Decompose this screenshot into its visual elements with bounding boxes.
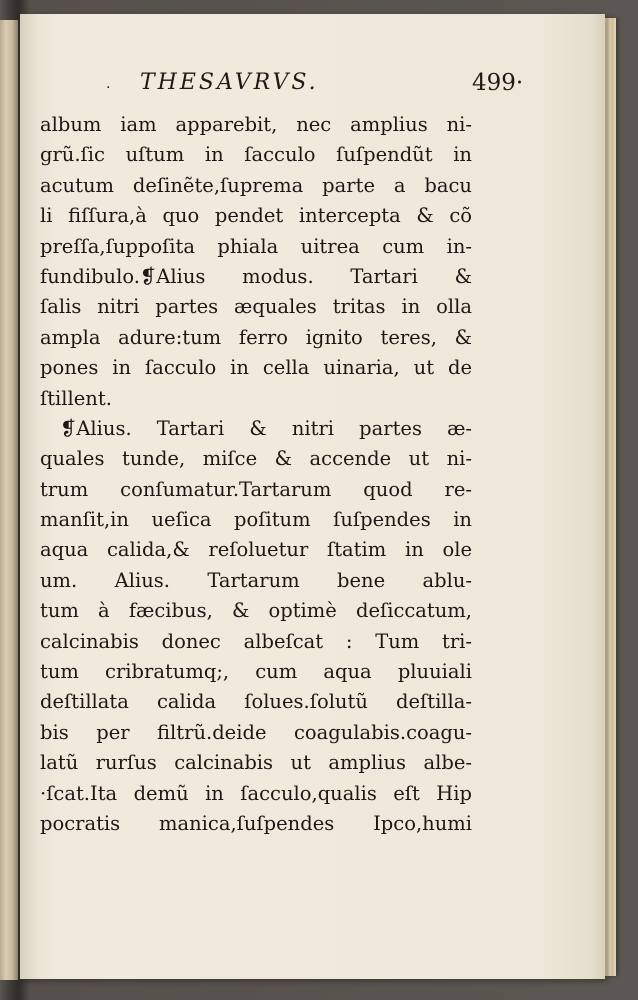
text-line: ·ſcat.Ita demũ in ſacculo,qualis eſt Hip xyxy=(40,781,472,805)
text-line: fundibulo.❡Alius modus. Tartari & xyxy=(40,264,472,288)
text-line: preſſa,ſuppoſita phiala uitrea cum in- xyxy=(40,234,472,258)
text-line: acutum deſinẽte,ſuprema parte a bacu xyxy=(40,173,472,197)
header-dot: · xyxy=(106,80,111,96)
running-title: THESAVRVS. xyxy=(140,70,319,95)
text-line: manſit,in ueſica poſitum ſuſpendes in xyxy=(40,508,472,532)
text-line: bis per filtrũ.deide coagulabis.coagu- xyxy=(40,720,472,744)
text-line: album iam apparebit, nec amplius ni- xyxy=(40,113,472,136)
text-line: li fiſſura,à quo pendet intercepta & cõ xyxy=(40,204,472,228)
facing-page-edge xyxy=(0,20,18,980)
text-line: tum cribratumq;, cum aqua pluuiali xyxy=(40,660,472,684)
text-line: ampla adure:tum ferro ignito teres, & xyxy=(40,325,472,349)
text-line: tum à fæcibus, & optimè deſiccatum, xyxy=(40,599,472,623)
page-number: 499· xyxy=(472,70,524,96)
body-text xyxy=(40,110,472,839)
text-line: ſalis nitri partes æquales tritas in olla xyxy=(40,295,472,319)
text-line: ſtillent. xyxy=(40,386,112,410)
text-line: aqua calida,& reſoluetur ſtatim in ole xyxy=(40,538,472,562)
text-line: ❡Alius. Tartari & nitri partes æ- xyxy=(60,416,472,440)
text-line: latũ rurſus calcinabis ut amplius albe- xyxy=(40,751,472,775)
text-line: calcinabis donec albeſcat : Tum tri- xyxy=(40,629,472,653)
text-line: deſtillata calida ſolues.ſolutũ deſtilla- xyxy=(40,690,472,714)
text-line: pocratis manica,ſuſpendes Ipco,humi xyxy=(40,811,472,835)
page-header xyxy=(80,70,560,104)
text-line: trum conſumatur.Tartarum quod re- xyxy=(40,477,472,501)
text-line: quales tunde, miſce & accende ut ni- xyxy=(40,447,472,471)
text-line: pones in ſacculo in cella uinaria, ut de xyxy=(40,356,472,380)
text-line: grũ.ſic uſtum in ſacculo ſuſpendũt in xyxy=(40,143,472,167)
book-page xyxy=(20,14,605,979)
text-line: um. Alius. Tartarum bene ablu- xyxy=(40,568,472,592)
